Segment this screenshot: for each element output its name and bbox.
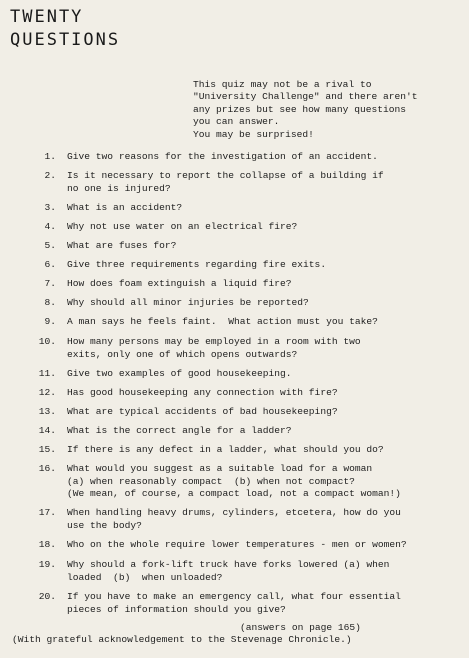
question-text: What are fuses for? (67, 240, 177, 251)
question-text: How does foam extinguish a liquid fire? (67, 278, 292, 289)
answers-reference: (answers on page 165) (240, 622, 361, 633)
question-text: What are typical accidents of bad housekeeping? (67, 406, 338, 417)
title-line-2: QUESTIONS (10, 30, 121, 50)
question-number: 9. (44, 316, 56, 327)
question-text: Give three requirements regarding fire exits. (67, 259, 327, 270)
question-text: Is it necessary to report the collapse of a building if no one is injured? (67, 170, 384, 194)
question-text: When handling heavy drums, cylinders, etcetera, how do you use the body? (67, 507, 401, 531)
intro-paragraph: This quiz may not be a rival to "University Challenge" and there aren't any prizes but see how many questions you can answer. You may be surprised! (193, 79, 418, 140)
title-line-1: TWENTY (10, 7, 84, 27)
question-text: What is the correct angle for a ladder? (67, 425, 292, 436)
question-number: 12. (38, 387, 56, 398)
question-number: 2. (44, 170, 56, 181)
question-number: 11. (38, 368, 56, 379)
question-number: 6. (44, 259, 56, 270)
question-text: Why should a fork-lift truck have forks lowered (a) when loaded (b) when unloaded? (67, 559, 390, 583)
question-number: 14. (38, 425, 56, 436)
question-text: Give two examples of good housekeeping. (67, 368, 292, 379)
question-number: 3. (44, 202, 56, 213)
question-text: Why not use water on an electrical fire? (67, 221, 298, 232)
question-number: 20. (38, 591, 56, 602)
question-text: How many persons may be employed in a room with two exits, only one of which opens outwards? (67, 336, 361, 360)
question-text: Has good housekeeping any connection with fire? (67, 387, 338, 398)
question-text: Who on the whole require lower temperatures - men or women? (67, 539, 407, 550)
question-number: 10. (38, 336, 56, 347)
question-text: Give two reasons for the investigation of an accident. (67, 151, 378, 162)
question-text: What would you suggest as a suitable load for a woman (a) when reasonably compact (b) when not compact? (We mean, of course, a compact load, not a compact woman!) (67, 463, 401, 500)
question-number: 17. (38, 507, 56, 518)
acknowledgement: (With grateful acknowledgement to the Stevenage Chronicle.) (12, 634, 352, 645)
question-text: If there is any defect in a ladder, what should you do? (67, 444, 384, 455)
question-text: If you have to make an emergency call, what four essential pieces of information should you give? (67, 591, 401, 615)
question-number: 1. (44, 151, 56, 162)
question-number: 13. (38, 406, 56, 417)
question-number: 16. (38, 463, 56, 474)
question-number: 4. (44, 221, 56, 232)
question-text: Why should all minor injuries be reported? (67, 297, 309, 308)
question-number: 15. (38, 444, 56, 455)
question-number: 19. (38, 559, 56, 570)
question-number: 18. (38, 539, 56, 550)
question-text: What is an accident? (67, 202, 183, 213)
question-text: A man says he feels faint. What action must you take? (67, 316, 378, 327)
question-number: 8. (44, 297, 56, 308)
question-number: 5. (44, 240, 56, 251)
page-title (10, 6, 120, 52)
question-number: 7. (44, 278, 56, 289)
